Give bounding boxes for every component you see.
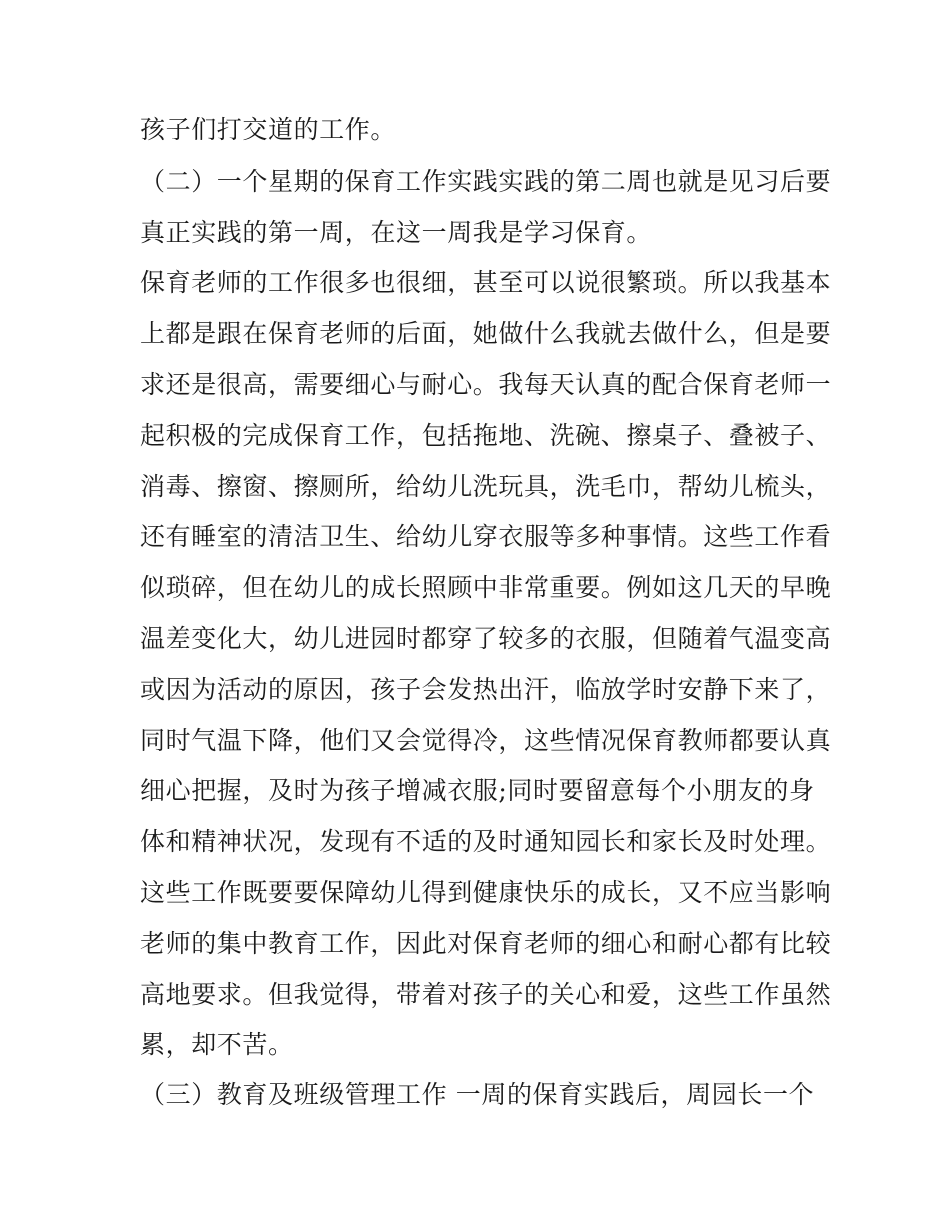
text-line: （二）一个星期的保育工作实践实践的第二周也就是见习后要 (140, 167, 832, 196)
text-line: 保育老师的工作很多也很细，甚至可以说很繁琐。所以我基本 (140, 268, 832, 297)
text-line: 同时气温下降，他们又会觉得冷，这些情况保育教师都要认真 (140, 726, 832, 755)
text-line: 还有睡室的清洁卫生、给幼儿穿衣服等多种事情。这些工作看 (140, 522, 832, 551)
text-line: 这些工作既要要保障幼儿得到健康快乐的成长，又不应当影响 (140, 878, 832, 907)
text-line: 孩子们打交道的工作。 (140, 115, 397, 144)
text-line: 温差变化大，幼儿进园时都穿了较多的衣服，但随着气温变高 (140, 624, 832, 653)
text-line: 高地要求。但我觉得，带着对孩子的关心和爱，这些工作虽然 (140, 980, 832, 1009)
text-line: 累，却不苦。 (140, 1030, 294, 1059)
text-line: （三）教育及班级管理工作 一周的保育实践后，周园长一个 (140, 1080, 815, 1109)
text-line: 似琐碎，但在幼儿的成长照顾中非常重要。例如这几天的早晚 (140, 573, 832, 602)
text-line: 老师的集中教育工作，因此对保育老师的细心和耐心都有比较 (140, 929, 832, 958)
text-line: 消毒、擦窗、擦厕所，给幼儿洗玩具，洗毛巾，帮幼儿梳头， (140, 472, 832, 501)
text-line: 体和精神状况，发现有不适的及时通知园长和家长及时处理。 (140, 827, 832, 856)
text-line: 细心把握，及时为孩子增减衣服;同时要留意每个小朋友的身 (140, 776, 815, 805)
text-line: 或因为活动的原因，孩子会发热出汗，临放学时安静下来了， (140, 675, 832, 704)
text-line: 起积极的完成保育工作，包括拖地、洗碗、擦桌子、叠被子、 (140, 421, 832, 450)
text-line: 真正实践的第一周，在这一周我是学习保育。 (140, 218, 653, 247)
text-line: 求还是很高，需要细心与耐心。我每天认真的配合保育老师一 (140, 370, 832, 399)
text-line: 上都是跟在保育老师的后面，她做什么我就去做什么，但是要 (140, 319, 832, 348)
